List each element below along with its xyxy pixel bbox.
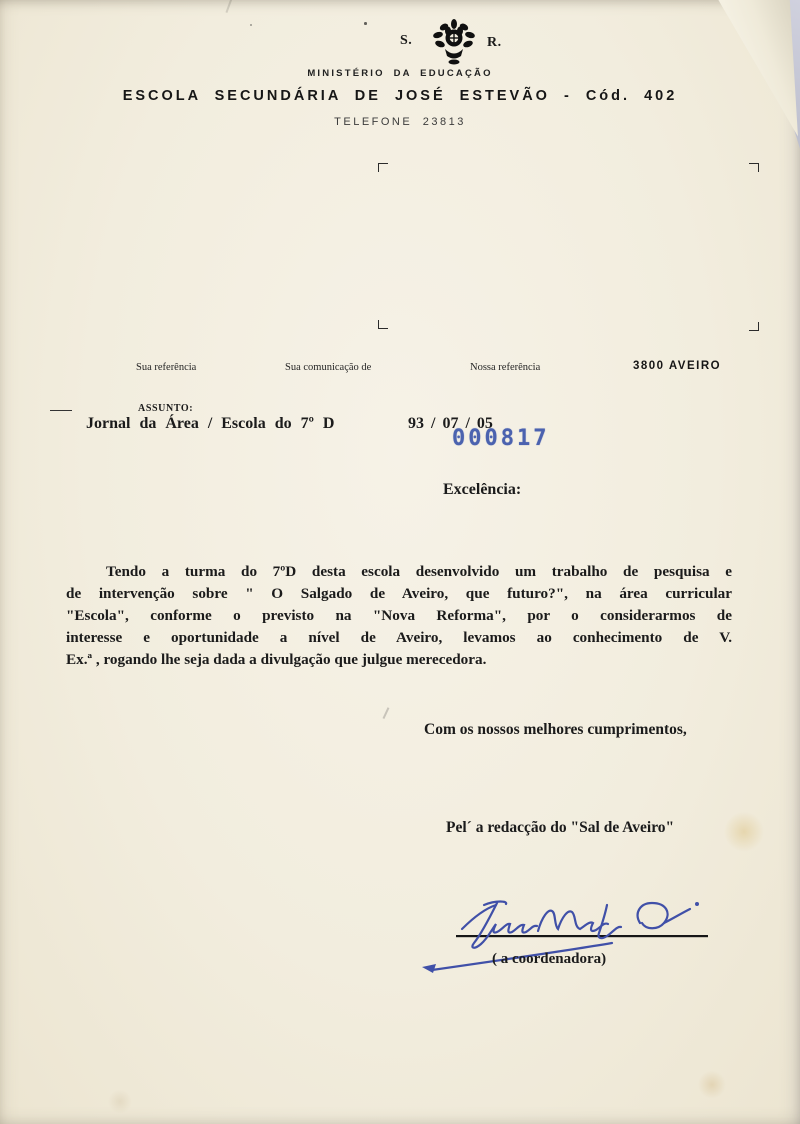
body-line: Tendo a turma do 7ºD desta escola desenvolvido um trabalho de pesquisa e <box>106 563 732 580</box>
telephone-line: TELEFONE 23813 <box>334 116 466 128</box>
paper-crease <box>225 0 232 13</box>
window-corner-mark-top-right <box>749 163 759 172</box>
subject-label: ASSUNTO: <box>138 403 194 414</box>
signature-role: ( a coordenadora) <box>492 951 607 967</box>
body-line: "Escola", conforme o previsto na "Nova Reforma", por o considerarmos de <box>66 607 732 625</box>
body-line: Ex.ª , rogando lhe seja dada a divulgação que julgue merecedora. <box>66 651 487 669</box>
paper-mark <box>383 707 389 719</box>
school-name-line: ESCOLA SECUNDÁRIA DE JOSÉ ESTEVÃO - Cód. 402 <box>122 88 678 104</box>
ref-label-nossa-referencia: Nossa referência <box>470 362 541 373</box>
ministry-line: MINISTÉRIO DA EDUCAÇÃO <box>307 68 493 79</box>
margin-dash <box>50 410 72 411</box>
window-corner-mark-top-left <box>378 163 388 172</box>
letterhead-initial-r: R. <box>487 35 502 50</box>
postal-city-label: 3800 AVEIRO <box>633 360 722 372</box>
body-line: de intervenção sobre " O Salgado de Aveiro, que futuro?", na área curricular <box>66 585 732 603</box>
salutation: Excelência: <box>443 481 522 498</box>
body-line: interesse e oportunidade a nível de Aveiro, levamos ao conhecimento de V. <box>66 629 732 647</box>
signature-line <box>456 935 708 937</box>
ref-label-sua-comunicacao: Sua comunicação de <box>285 362 372 373</box>
handwritten-signature-icon <box>400 893 724 985</box>
closing-line: Com os nossos melhores cumprimentos, <box>424 721 687 738</box>
body-paragraph <box>66 561 732 671</box>
subject-text: Jornal da Área / Escola do 7º D <box>86 415 335 432</box>
signoff-line: Pel´ a redacção do "Sal de Aveiro" <box>446 819 675 836</box>
paper-speck <box>250 24 252 26</box>
subject-date: 93 / 07 / 05 <box>408 415 493 432</box>
letterhead-initial-s: S. <box>400 33 413 48</box>
coat-of-arms-icon <box>428 18 480 73</box>
window-corner-mark-bottom-right <box>749 322 759 331</box>
window-corner-mark-bottom-left <box>378 320 388 329</box>
paper-speck <box>364 22 367 25</box>
registry-stamp-number: 000817 <box>452 426 550 451</box>
ref-label-sua-referencia: Sua referência <box>136 362 197 373</box>
